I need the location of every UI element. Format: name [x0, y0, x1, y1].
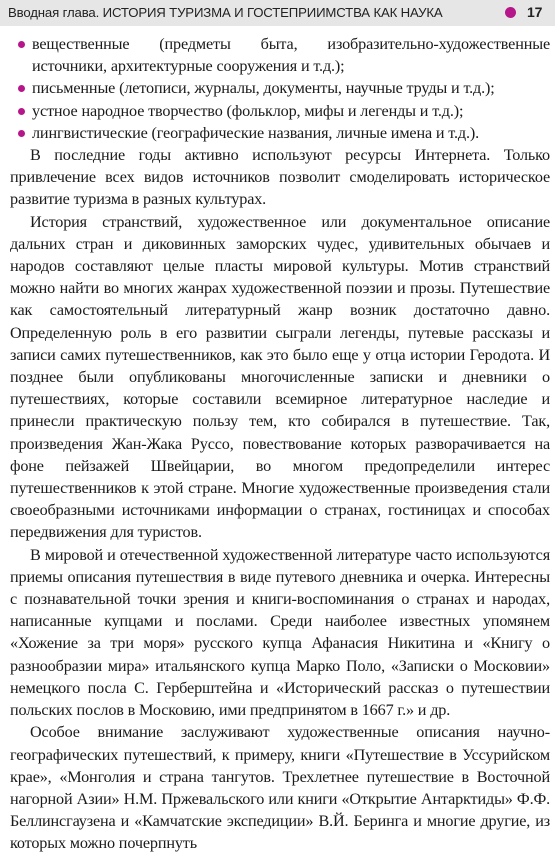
list-item-text: вещественные (предметы быта, изобразительно-художественные источники, архитектурные сооружения и т.д.); — [32, 35, 550, 76]
paragraph: Особое внимание заслуживают художественные описания научно-географических путешествий, к примеру, книги «Путешествие в Уссурийском крае», «Монголия и страна тангутов. Трехлетнее путешествие в Восточной нагорной Азии» Н.М. Пржевальского или книги «Открытие Антарктиды» Ф.Ф. Беллинсгаузена и «Камчатские экспедиции» В.Й. Беринга и многие другие, из которых можно почерпнуть — [10, 723, 550, 853]
bullet-dot-icon — [18, 130, 25, 137]
list-item — [10, 33, 550, 77]
page-number: 17 — [527, 4, 543, 20]
list-item-text: лингвистические (географические названия, личные имена и т.д.). — [32, 123, 480, 142]
list-item-text: устное народное творчество (фольклор, мифы и легенды и т.д.); — [32, 101, 464, 120]
running-header — [0, 0, 555, 26]
bullet-dot-icon — [18, 41, 25, 48]
paragraph: В мировой и отечественной художественной литературе часто используются приемы описания путешествия в виде путевого дневника и очерка. Интересны с познавательной точки зрения и книги-воспоминания о странах и народах, написанные купцами и послами. Среди наиболее известных упомянем «Хожение за три моря» русского купца Афанасия Никитина и «Книгу о разнообразии мира» итальянского купца Марко Поло, «Записки о Московии» немецкого посла С. Герберштейна и «Исторический рассказ о путешествии польских послов в Московию, ими предпринятом в 1667 г.» и др. — [10, 545, 550, 720]
list-item — [10, 77, 550, 99]
list-item — [10, 100, 550, 122]
bullet-dot-icon — [505, 7, 516, 18]
paragraph: В последние годы активно используют ресурсы Интернета. Только привлечение всех видов источников позволит смоделировать историческое развитие туризма в разных культурах. — [10, 146, 550, 209]
paragraph: История странствий, художественное или документальное описание дальних стран и диковинных заморских чудес, удивительных обычаев и народов составляют целые пласты мировой культуры. Мотив странствий можно найти во многих жанрах художественной поэзии и прозы. Путешествие как самостоятельный литературный жанр возник достаточно давно. Определенную роль в его развитии сыграли легенды, путевые рассказы и записи самих путешественников, как это было еще у отца истории Геродота. И позднее были опубликованы многочисленные записки и дневники о путешествиях, которые составили всемирное литературное наследие и принесли практическую пользу тем, кто собирался в путешествие. Так, произведения Жан-Жака Руссо, повествование которых разворачивается на фоне пейзажей Швейцарии, во многом предопределили интерес путешественников к этой стране. Многие художественные произведения стали своеобразными источниками информации о странах, гостиницах и способах передвижения для туристов. — [10, 212, 550, 542]
source-type-list — [10, 33, 550, 144]
page-body — [10, 33, 550, 855]
bullet-dot-icon — [18, 108, 25, 115]
list-item — [10, 122, 550, 144]
running-header-title: Вводная глава. ИСТОРИЯ ТУРИЗМА И ГОСТЕПРИИМСТВА КАК НАУКА — [8, 5, 443, 20]
bullet-dot-icon — [18, 85, 25, 92]
list-item-text: письменные (летописи, журналы, документы, научные труды и т.д.); — [32, 79, 495, 98]
